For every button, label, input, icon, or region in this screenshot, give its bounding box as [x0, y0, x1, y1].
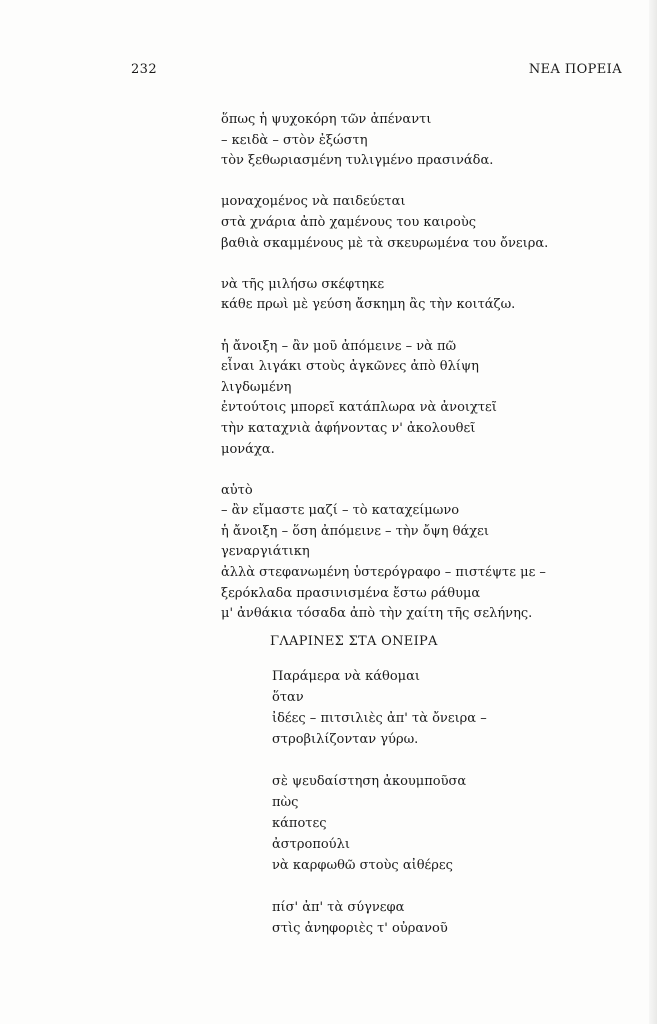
- verse-line: νὰ καρφωθῶ στοὺς αἰθέρες: [272, 858, 453, 873]
- stanza: [221, 192, 621, 254]
- verse-line: ἀστροπούλι: [272, 837, 350, 852]
- stanza: [221, 481, 621, 625]
- verse-line: ὅταν: [272, 690, 304, 705]
- verse-line: τὸν ξεθωριασμένη τυλιγμένο πρασινάδα.: [221, 153, 494, 169]
- verse-line: μ' ἀνθάκια τόσαδα ἀπὸ τὴν χαίτη τῆς σελήνης.: [221, 606, 533, 622]
- verse-line: σὲ ψευδαίστηση ἀκουμποῦσα: [272, 774, 467, 789]
- verse-line: αὐτὸ: [221, 482, 253, 498]
- verse-line: νὰ τῆς μιλήσω σκέφτηκε: [221, 276, 385, 292]
- stanza: [221, 110, 621, 172]
- verse-line: τὴν καταχνιὰ ἀφήνοντας ν' ἀκολουθεῖ: [221, 420, 476, 436]
- verse-line: ἰδέες – πιτσιλιὲς ἀπ' τὰ ὄνειρα –: [272, 711, 487, 726]
- verse-line: ἡ ἄνοιξη – ἂν μοῦ ἀπόμεινε – νὰ πῶ: [221, 338, 457, 354]
- verse-line: πὼς: [272, 795, 299, 810]
- verse-line: κάποτες: [272, 816, 327, 831]
- verse-line: κάθε πρωὶ μὲ γεύση ἄσκημη ἂς τὴν κοιτάζω.: [221, 297, 516, 313]
- poem-continued: [221, 110, 621, 645]
- verse-line: – ἂν εἴμαστε μαζί – τὸ καταχείμωνο: [221, 503, 460, 519]
- verse-line: βαθιὰ σκαμμένους μὲ τὰ σκευρωμένα του ὄνειρα.: [221, 235, 549, 251]
- verse-line: πίσ' ἀπ' τὰ σύγνεφα: [272, 900, 405, 915]
- verse-line: στὶς ἀνηφοριὲς τ' οὐρανοῦ: [272, 921, 448, 936]
- stanza: [272, 666, 602, 750]
- poem-title: ΓΛΑΡΙΝΕΣ ΣΤΑ ΟΝΕΙΡΑ: [270, 634, 438, 649]
- verse-line: εἶναι λιγάκι στοὺς ἀγκῶνες ἀπὸ θλίψη: [221, 359, 479, 375]
- verse-line: γεναργιάτικη: [221, 544, 310, 560]
- verse-line: – κειδὰ – στὸν ἐξώστη: [221, 132, 368, 148]
- stanza: [272, 771, 602, 876]
- poem-glarines: [272, 666, 602, 960]
- verse-line: ἐντούτοις μπορεῖ κατάπλωρα νὰ ἀνοιχτεῖ: [221, 400, 497, 416]
- verse-line: ὅπως ἡ ψυχοκόρη τῶν ἀπέναντι: [221, 112, 432, 127]
- page-edge-shadow: [649, 0, 657, 1024]
- verse-line: στὰ χνάρια ἀπὸ χαμένους του καιροὺς: [221, 214, 477, 230]
- stanza: [272, 897, 602, 939]
- stanza: [221, 337, 621, 461]
- verse-line: ξερόκλαδα πρασινισμένα ἔστω ράθυμα: [221, 585, 481, 601]
- verse-line: μονάχα.: [221, 441, 275, 457]
- running-head: ΝΕΑ ΠΟΡΕΙΑ: [528, 62, 622, 77]
- verse-line: ἡ ἄνοιξη – ὅση ἀπόμεινε – τὴν ὄψη θάχει: [221, 523, 489, 539]
- page-header: [131, 62, 622, 82]
- verse-line: στροβιλίζονταν γύρω.: [272, 732, 419, 747]
- verse-line: μοναχομένος νὰ παιδεύεται: [221, 194, 406, 210]
- verse-line: λιγδωμένη: [221, 379, 292, 395]
- page-number: 232: [131, 62, 158, 77]
- verse-line: Παράμερα νὰ κάθομαι: [272, 669, 420, 684]
- stanza: [221, 275, 621, 316]
- verse-line: ἀλλὰ στεφανωμένη ὑστερόγραφο – πιστέψτε με –: [221, 565, 546, 581]
